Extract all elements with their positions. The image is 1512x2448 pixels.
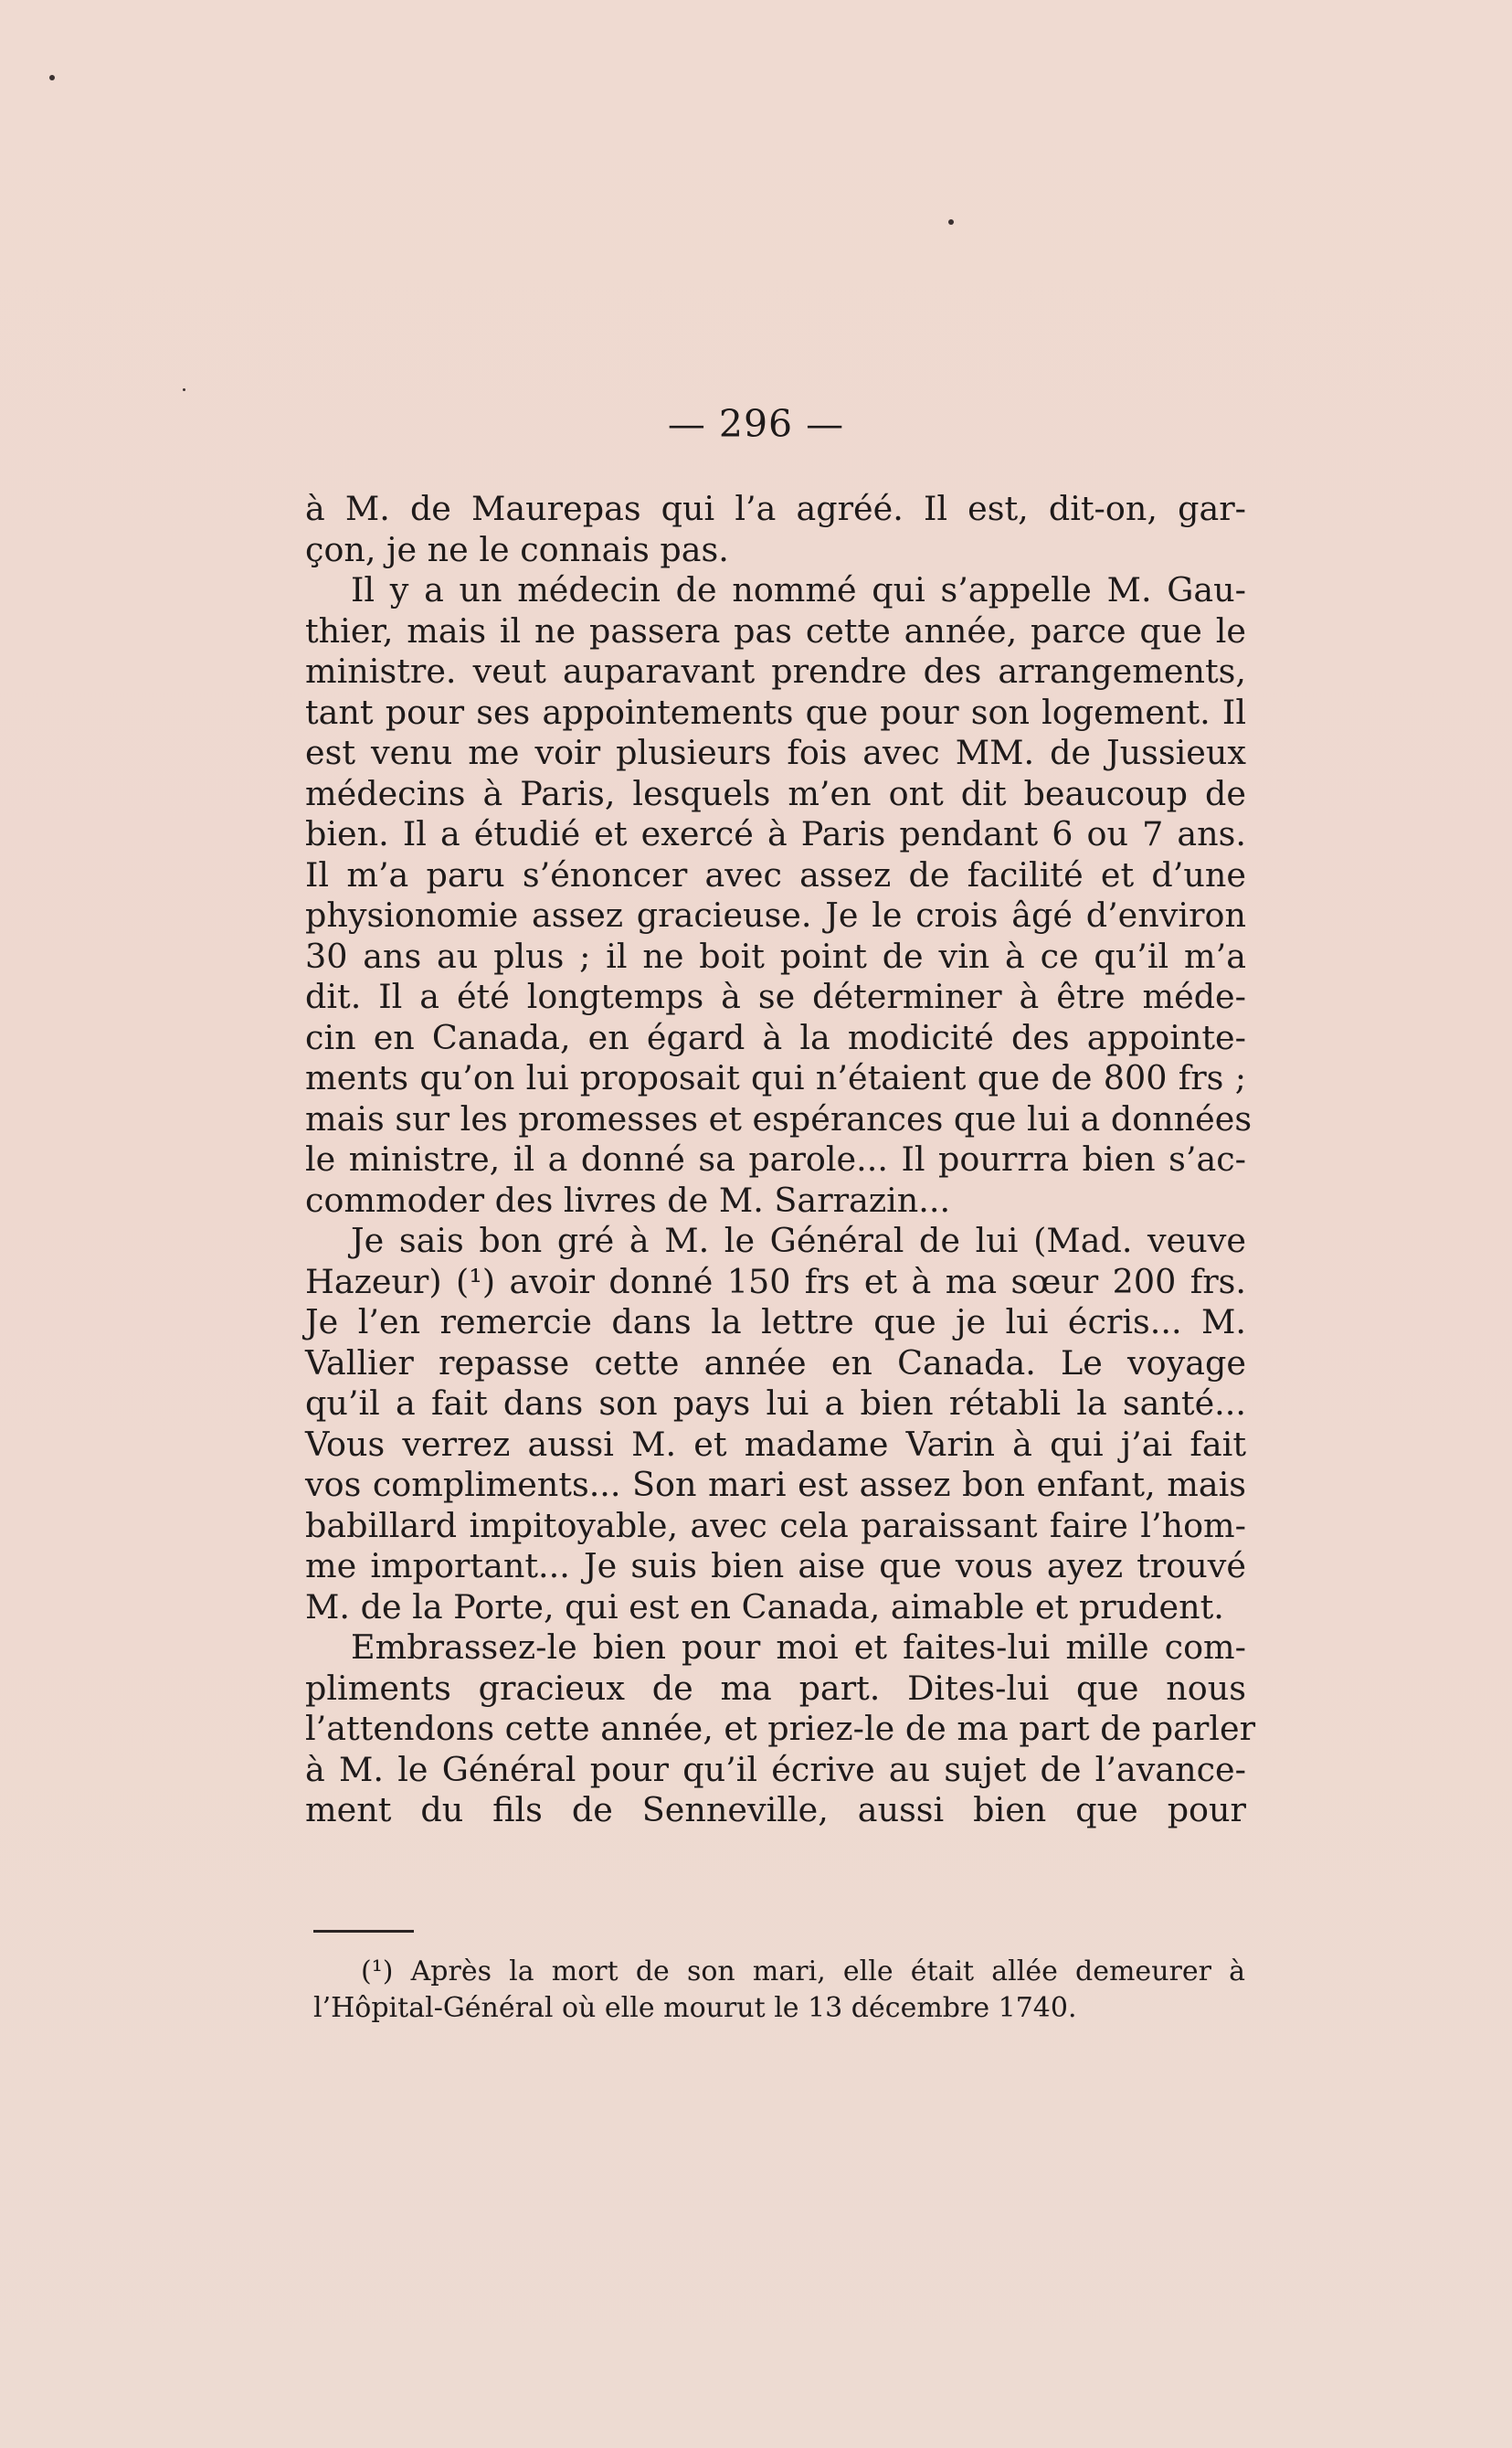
footnote-line: (¹) Après la mort de son mari, elle était allée demeurer à	[361, 1955, 1245, 1987]
text-line: l’attendons cette année, et priez-le de ma part de parler	[305, 1709, 1256, 1748]
text-line: Vallier repasse cette année en Canada. Le voyage	[305, 1342, 1246, 1383]
text-line: çon, je ne le connais pas.	[305, 529, 729, 569]
text-line: pliments gracieux de ma part. Dites-lui que nous	[305, 1668, 1246, 1708]
text-line: Vous verrez aussi M. et madame Varin à qui j’ai fait	[305, 1424, 1246, 1464]
text-line: ments qu’on lui proposait qui n’étaient que de 800 frs ;	[305, 1058, 1246, 1097]
text-line: Il y a un médecin de nommé qui s’appelle M. Gau-	[351, 570, 1246, 609]
text-line: Je l’en remercie dans la lettre que je lui écris... M.	[305, 1302, 1246, 1341]
text-line: Embrassez-le bien pour moi et faites-lui mille com-	[351, 1627, 1246, 1667]
text-line: Il m’a paru s’énoncer avec assez de facilité et d’une	[305, 854, 1246, 895]
text-line: 30 ans au plus ; il ne boit point de vin à ce qu’il m’a	[305, 936, 1246, 976]
text-line: Hazeur) (¹) avoir donné 150 frs et à ma sœur 200 frs.	[305, 1261, 1246, 1301]
text-line: est venu me voir plusieurs fois avec MM. de Jussieux	[305, 733, 1246, 772]
text-line: dit. Il a été longtemps à se déterminer à être méde-	[305, 977, 1246, 1016]
footnote	[313, 1954, 1245, 2027]
text-line: ministre. veut auparavant prendre des arrangements,	[305, 652, 1246, 691]
text-line: me important... Je suis bien aise que vous ayez trouvé	[305, 1546, 1246, 1585]
text-line: à M. de Maurepas qui l’a agréé. Il est, dit-on, gar-	[305, 489, 1246, 528]
text-line: à M. le Général pour qu’il écrive au sujet de l’avance-	[305, 1749, 1246, 1789]
paper-speck	[49, 75, 55, 80]
paper-speck	[948, 219, 954, 225]
text-line: thier, mais il ne passera pas cette année, parce que le	[305, 610, 1246, 651]
footnote-rule	[313, 1930, 414, 1933]
text-line: vos compliments... Son mari est assez bon enfant, mais	[305, 1465, 1246, 1504]
text-line: M. de la Porte, qui est en Canada, aimable et prudent.	[305, 1586, 1224, 1627]
text-line: Je sais bon gré à M. le Général de lui (Mad. veuve	[351, 1221, 1246, 1260]
text-line: tant pour ses appointements que pour son logement. Il	[305, 692, 1246, 732]
text-line: bien. Il a étudié et exercé à Paris pendant 6 ou 7 ans.	[305, 814, 1246, 853]
text-line: commoder des livres de M. Sarrazin...	[305, 1180, 951, 1220]
text-line: cin en Canada, en égard à la modicité des appointe-	[305, 1017, 1246, 1057]
text-line: ment du fils de Senneville, aussi bien que pour	[305, 1790, 1246, 1829]
body-text	[305, 489, 1256, 1831]
paper-speck	[183, 388, 185, 391]
text-line: qu’il a fait dans son pays lui a bien rétabli la santé...	[305, 1383, 1246, 1423]
text-line: mais sur les promesses et espérances que lui a données	[305, 1098, 1253, 1139]
text-line: le ministre, il a donné sa parole... Il pourrra bien s’ac-	[305, 1139, 1246, 1179]
text-line: babillard impitoyable, avec cela paraissant faire l’hom-	[305, 1505, 1246, 1545]
footnote-line: l’Hôpital-Général où elle mourut le 13 décembre 1740.	[313, 1992, 1077, 2024]
page-number: — 296 —	[667, 402, 845, 446]
text-line: physionomie assez gracieuse. Je le crois âgé d’environ	[305, 895, 1246, 935]
text-line: médecins à Paris, lesquels m’en ont dit beaucoup de	[305, 773, 1246, 813]
